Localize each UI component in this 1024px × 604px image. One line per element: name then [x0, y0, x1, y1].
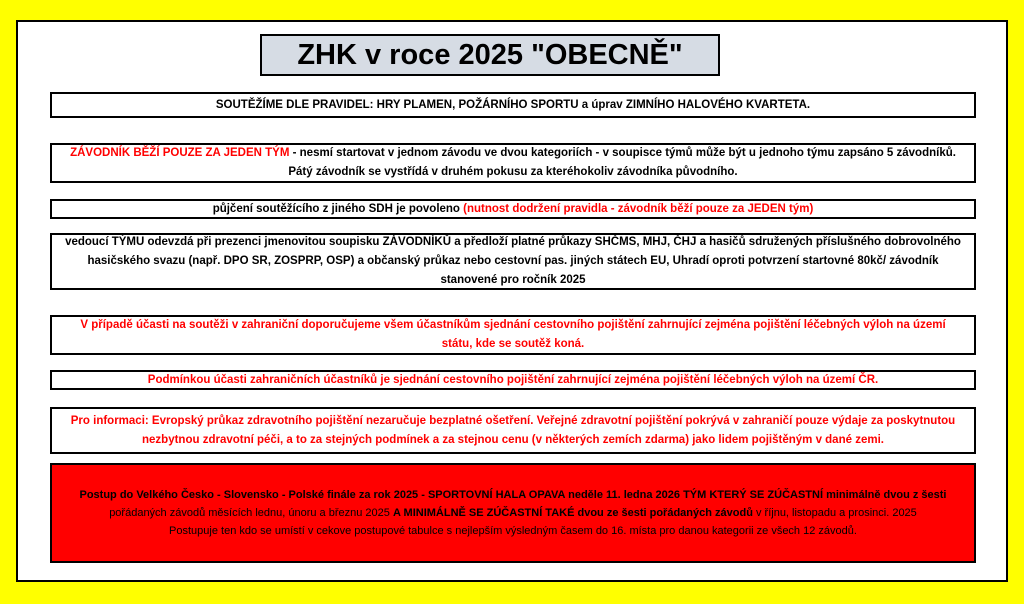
rules-box — [50, 92, 976, 118]
health-info-line-2: nezbytnou zdravotní péči, a to za stejných podmínek a za stejnou cenu (v některých zemích zdarma) jako lidem pojištěným v dané zemi. — [142, 433, 884, 446]
health-info-box — [50, 407, 976, 454]
final-qualification-line-2b: A MINIMÁLNĚ SE ZÚČASTNÍ TAKÉ dvou ze šesti pořádaných závodů — [392, 507, 753, 519]
rules-text: SOUTĚŽÍME DLE PRAVIDEL: HRY PLAMEN, POŽÁRNÍHO SPORTU a úprav ZIMNÍHO HALOVÉHO KVARTETA. — [215, 98, 811, 111]
single-team-box — [50, 143, 976, 183]
registration-line-3: stanovené pro ročník 2025 — [440, 274, 586, 286]
single-team-text: - nesmí startovat v jednom závodu ve dvou kategoriích - v soupisce týmů může být u jednoho týmu zapsáno 5 závodníků. — [289, 147, 956, 159]
registration-box — [50, 233, 976, 290]
abroad-insurance-line-1: V případě účasti na soutěži v zahraniční doporučujeme všem účastníkům sjednání cestovního pojištění zahrnující zejména pojištění léčebných výloh na území — [80, 319, 946, 331]
registration-line-2: hasičského svazu (např. DPO SR, ZOSPRP, OSP) a občanský průkaz nebo cestovní pas. jiných státech EU, Uhradí oproti potvrzení startovné 80kč/ závodník — [87, 255, 939, 267]
foreign-participants-text: Podmínkou účasti zahraničních účastníků je sjednání cestovního pojištění zahrnující zejména pojištění léčebných výloh na území ČR. — [147, 373, 879, 386]
borrowing-text: půjčení soutěžícího z jiného SDH je povoleno — [212, 202, 464, 215]
borrowing-warning: (nutnost dodržení pravidla - závodník běží pouze za JEDEN tým) — [463, 202, 814, 215]
borrowing-box — [50, 199, 976, 219]
final-qualification-line-1: Postup do Velkého Česko - Slovensko - Polské finále za rok 2025 - SPORTOVNÍ HALA OPAVA neděle 11. ledna 2026 TÝM KTERÝ SE ZÚČASTNÍ minimálně dvou z šesti — [79, 489, 947, 501]
foreign-participants-box — [50, 370, 976, 390]
registration-line-1: vedoucí TÝMU odevzdá při prezenci jmenovitou soupisku ZÁVODNÍKŮ a předloží platné průkazy SHČMS, MHJ, ČHJ a hasičů sdružených příslušného dobrovolného — [65, 236, 961, 248]
final-qualification-line-2c: v říjnu, listopadu a prosinci. 2025 — [752, 507, 917, 519]
single-team-text-2: Pátý závodník se vystřídá v druhém pokusu za kteréhokoliv závodníka původního. — [288, 166, 738, 178]
abroad-insurance-line-2: státu, kde se soutěž koná. — [441, 338, 585, 350]
final-qualification-line-2a: pořádaných závodů měsících lednu, únoru a březnu 2025 — [109, 507, 393, 519]
final-qualification-line-3: Postupuje ten kdo se umístí v cekove postupové tabulce s nejlepším výsledným časem do 16. místa pro danou kategorii ze všech 12 závodů. — [169, 525, 857, 537]
health-info-line-1: Pro informaci: Evropský průkaz zdravotního pojištění nezaručuje bezplatné ošetření. Veřejné zdravotní pojištění pokrývá v zahraničí pouze výdaje za poskytnutou — [70, 414, 956, 427]
abroad-insurance-box — [50, 315, 976, 355]
final-qualification-box — [50, 463, 976, 563]
single-team-warning: ZÁVODNÍK BĚŽÍ POUZE ZA JEDEN TÝM — [70, 147, 290, 159]
page-title: ZHK v roce 2025 "OBECNĚ" — [260, 34, 720, 76]
